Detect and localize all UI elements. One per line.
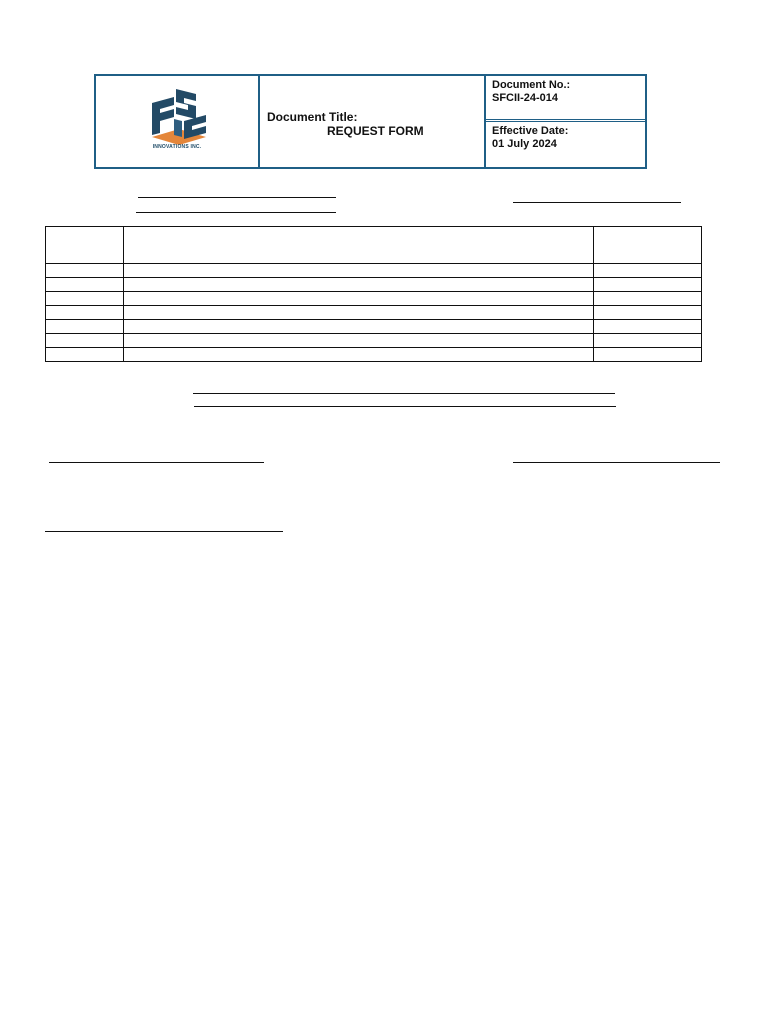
table-cell[interactable] — [46, 264, 124, 278]
document-no-cell — [486, 76, 645, 122]
blank-line-name[interactable] — [138, 197, 336, 198]
table-row — [46, 278, 702, 292]
blank-line-purpose-1[interactable] — [193, 393, 615, 394]
document-no-label: Document No.: — [492, 79, 571, 91]
effective-date-label: Effective Date: — [492, 125, 569, 137]
table-cell[interactable] — [594, 320, 702, 334]
signature-line-approved-by[interactable] — [513, 462, 720, 463]
table-cell[interactable] — [46, 348, 124, 362]
table-cell[interactable] — [594, 348, 702, 362]
header-cell-description — [124, 227, 594, 264]
items-table — [45, 226, 702, 362]
header-cell-qty — [46, 227, 124, 264]
logo-cell — [96, 76, 260, 167]
table-cell[interactable] — [594, 264, 702, 278]
table-cell[interactable] — [46, 306, 124, 320]
table-cell[interactable] — [124, 292, 594, 306]
blank-line-department[interactable] — [136, 212, 336, 213]
table-row — [46, 334, 702, 348]
table-row — [46, 306, 702, 320]
table-row — [46, 264, 702, 278]
document-title: REQUEST FORM — [327, 124, 424, 138]
table-cell[interactable] — [124, 334, 594, 348]
table-cell[interactable] — [124, 348, 594, 362]
document-title-label: Document Title: — [267, 110, 358, 124]
document-header — [94, 74, 647, 169]
table-cell[interactable] — [124, 320, 594, 334]
signature-line-requested-by[interactable] — [49, 462, 264, 463]
table-cell[interactable] — [46, 320, 124, 334]
header-cell-remarks — [594, 227, 702, 264]
title-cell — [260, 76, 486, 167]
table-cell[interactable] — [594, 334, 702, 348]
table-cell[interactable] — [46, 334, 124, 348]
table-row — [46, 292, 702, 306]
sfc-logo-icon — [148, 85, 210, 145]
document-no-value: SFCII-24-014 — [492, 92, 559, 104]
effective-date-value: 01 July 2024 — [492, 138, 557, 150]
table-cell[interactable] — [46, 278, 124, 292]
table-cell[interactable] — [124, 264, 594, 278]
table-cell[interactable] — [124, 306, 594, 320]
blank-line-purpose-2[interactable] — [194, 406, 616, 407]
blank-line-date[interactable] — [513, 202, 681, 203]
table-cell[interactable] — [46, 292, 124, 306]
table-cell[interactable] — [594, 306, 702, 320]
table-header-row — [46, 227, 702, 264]
logo-company-text: INNOVATIONS INC. — [152, 144, 202, 150]
table-row — [46, 320, 702, 334]
table-cell[interactable] — [594, 278, 702, 292]
table-cell[interactable] — [124, 278, 594, 292]
table-row — [46, 348, 702, 362]
signature-line-received-by[interactable] — [45, 531, 283, 532]
table-cell[interactable] — [594, 292, 702, 306]
effective-date-cell — [486, 122, 645, 167]
